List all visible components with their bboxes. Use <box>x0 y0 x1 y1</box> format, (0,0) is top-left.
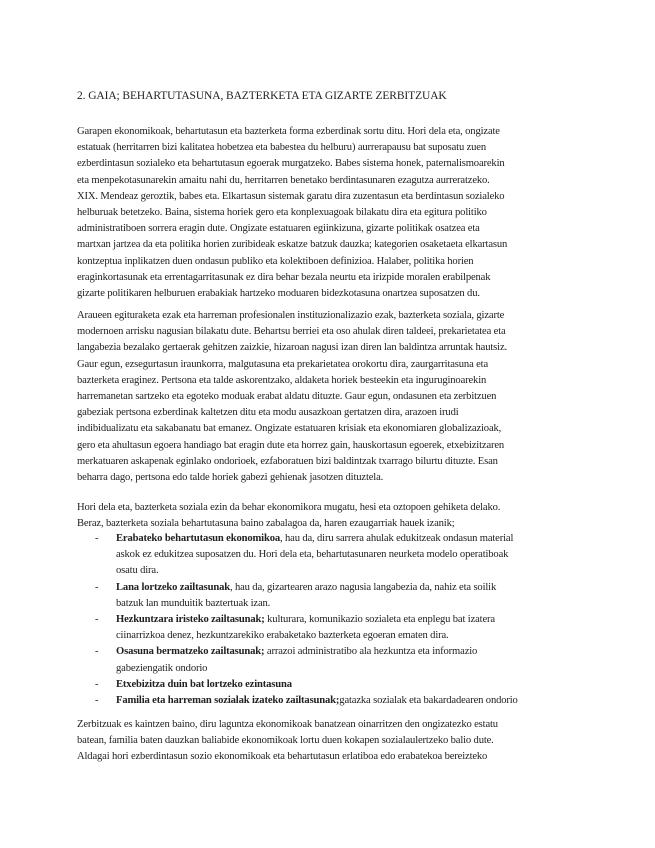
characteristics-list <box>77 531 587 709</box>
paragraph-line: indibidualizatu eta sakabanatu bat emanez. Ongizate estatuaren krisiak eta ekonomiaren globalizazioak, <box>77 423 502 435</box>
paragraph-line: eraginkortasunak eta errentagarritasunak ez dira behar bezala neurtu eta irizpide moralen erabilpenak <box>77 271 491 283</box>
list-item-term: Etxebizitza duin bat lortzeko ezintasuna <box>116 678 292 690</box>
paragraph-1 <box>77 124 582 302</box>
paragraph-line: ezberdintasun sozialeko eta behartutasun egoerak murgatzeko. Babes sistema honek, paternalismoarekin <box>77 158 505 170</box>
list-item-text: batzuk lan munduitik baztertuak izan. <box>116 597 271 609</box>
list-dash: - <box>95 581 99 593</box>
list-item-text: ciinarrizkoa denez, hezkuntzarekiko erabaketako bazterketa egoeran ematen dira. <box>116 630 449 642</box>
paragraph-line: gabeziak pertsona ezberdinak kaltetzen ditu eta modu ausazkoan gertatzen dira, arazoen irudi <box>77 407 459 419</box>
list-item-term: Hezkuntzara iristeko zailtasunak; <box>116 614 265 626</box>
paragraph-line: bazterketa eraginez. Pertsona eta talde askorentzako, aldaketa horiek besteekin eta inguruginoarekin <box>77 374 487 386</box>
section-heading: 2. GAIA; BEHARTUTASUNA, BAZTERKETA ETA GIZARTE ZERBITZUAK <box>77 90 447 102</box>
paragraph-line: langabezia bezalako gertaerak gehitzen zaizkie, hizaroan nagusi izan diren lan baldintza arruntak hautsiz. <box>77 342 507 354</box>
list-dash: - <box>95 678 99 690</box>
paragraph-line: merkatuaren askapenak eginlako ondorioek, ezfaboratuen bizi baldintzak txarrago bilurtu dituzte. Esan <box>77 455 498 467</box>
list-dash: - <box>95 614 99 626</box>
list-item-term: Osasuna bermatzeko zailtasunak; <box>116 646 265 658</box>
paragraph-line: estatuak (herritarren bizi kalitatea hobetzea eta babestea du helburu) aurrerapausu bat suposatu zuen <box>77 142 486 154</box>
list-item-text: gabeziengatik ondorio <box>116 662 208 674</box>
paragraph-line: harremanetan sartzeko eta egoteko moduak erabat aldatu dituzte. Gaur egun, ondasunen eta zerbitzuen <box>77 391 497 403</box>
list-item-text: , hau da, diru sarrera ahulak edukitzeak ondasun material <box>280 533 514 544</box>
list-item-term: Erabateko behartutasun ekonomikoa <box>116 533 280 544</box>
paragraph-line: Hori dela eta, bazterketa soziala ezin da behar ekonomikora mugatu, hesi eta oztopoen gehiketa delako. <box>77 502 501 513</box>
paragraph-2 <box>77 308 582 486</box>
paragraph-line: Zerbitzuak es kaintzen baino, diru laguntza ekonomikoak banatzean oinarritzen den ongizatezko estatu <box>77 719 498 730</box>
paragraph-line: gero eta ahultasun egoera handiago bat eragin dute eta horrez gain, hauskortasun egoerek, etxebizitzaren <box>77 439 505 451</box>
list-item <box>77 677 587 693</box>
list-item-term: Familia eta harreman sozialak izateko zailtasunak; <box>116 695 340 707</box>
paragraph-line: helburuak betetzeko. Baina, sistema horiek gero eta konplexuagoak bilakatu dira eta egitura politiko <box>77 207 487 219</box>
list-dash: - <box>95 533 99 544</box>
paragraph-line: kontzeptua inplikatzen duen ondasun publiko eta kolektiboen definizioa. Halaber, politika horien <box>77 255 474 267</box>
list-item-text: arrazoi administratibo ala hezkuntza eta informazio <box>264 646 478 658</box>
list-item-text: kulturara, komunikazio sozialeta eta enplegu bat izatera <box>264 614 495 626</box>
paragraph-line: administratiboen sorrera eragin dute. Ongizate estatuaren egiinkizuna, gizarte politikak osatzea eta <box>77 223 480 235</box>
paragraph-line: Araueen egituraketa ezak eta harreman profesionalen instituzionalizazio ezak, bazterketa soziala, gizarte <box>77 310 505 321</box>
list-item <box>77 580 587 612</box>
paragraph-line: gizarte politikaren helburuen erabakiak hartzeko moduaren bidezkotasuna onartzea suposatzen du. <box>77 288 480 300</box>
paragraph-line: batean, familia baten dauzkan baliabide ekonomikoak lortu duen kokapen sozialaulertzeko balio dute. <box>77 735 494 747</box>
list-item <box>77 612 587 644</box>
list-item-text: askok ez edukitzea suposatzen du. Hori dela eta, behartutasunaren neurketa modelo operatiboak <box>116 549 509 561</box>
paragraph-line: Gaur egun, ezsegurtasun iraunkorra, malgutasuna eta prekarietatea orokortu dira, zaurgarritasuna eta <box>77 358 489 370</box>
paragraph-line: Aldagai hori ezberdintasun sozio ekonomikoak eta behartutasun erlatiboa edo erabatekoa bereizteko <box>77 751 488 763</box>
list-dash: - <box>95 695 99 707</box>
list-item-text: gatazka sozialak eta bakardadearen ondorio <box>339 695 518 707</box>
paragraph-line: martxan jartzea da eta politika horien zuribideak eskatze batzuk dauzka; kategorien osaketaeta elkartasun <box>77 239 508 251</box>
paragraph-line: beharra dago, pertsona edo talde horiek gabezi gehienak jasotzen dituztela. <box>77 472 384 484</box>
list-item <box>77 644 587 676</box>
paragraph-3 <box>77 500 582 532</box>
list-item <box>77 693 587 709</box>
list-item-text: , hau da, gizartearen arazo nagusia langabezia da, nahiz eta soilik <box>229 581 497 593</box>
list-item-term: Lana lortzeko zailtasunak <box>116 581 230 593</box>
paragraph-4 <box>77 717 582 766</box>
list-dash: - <box>95 646 99 658</box>
paragraph-line: eta menpekotasunarekin amaitu nahi du, herritarren benetako berdintasunaren ezagutza aurreratzeko. <box>77 174 490 186</box>
paragraph-line: Garapen ekonomikoak, behartutasun eta bazterketa forma ezberdinak sortu ditu. Hori dela eta, ongizate <box>77 126 500 137</box>
list-item-text: osatu dira. <box>116 565 159 577</box>
paragraph-line: modernoen arrisku nagusian bilakatu dute. Behartsu berriei eta oso ahulak diren taldeei, prekarietatea eta <box>77 326 506 338</box>
paragraph-line: Beraz, bazterketa soziala behartutasuna baino zabalagoa da, haren ezaugarriak hauek izanik; <box>77 518 455 530</box>
paragraph-line: XIX. Mendeaz geroztik, babes eta. Elkartasun sistemak garatu dira zuzentasun eta berdintasun sozialeko <box>77 190 505 202</box>
list-item <box>77 531 587 580</box>
